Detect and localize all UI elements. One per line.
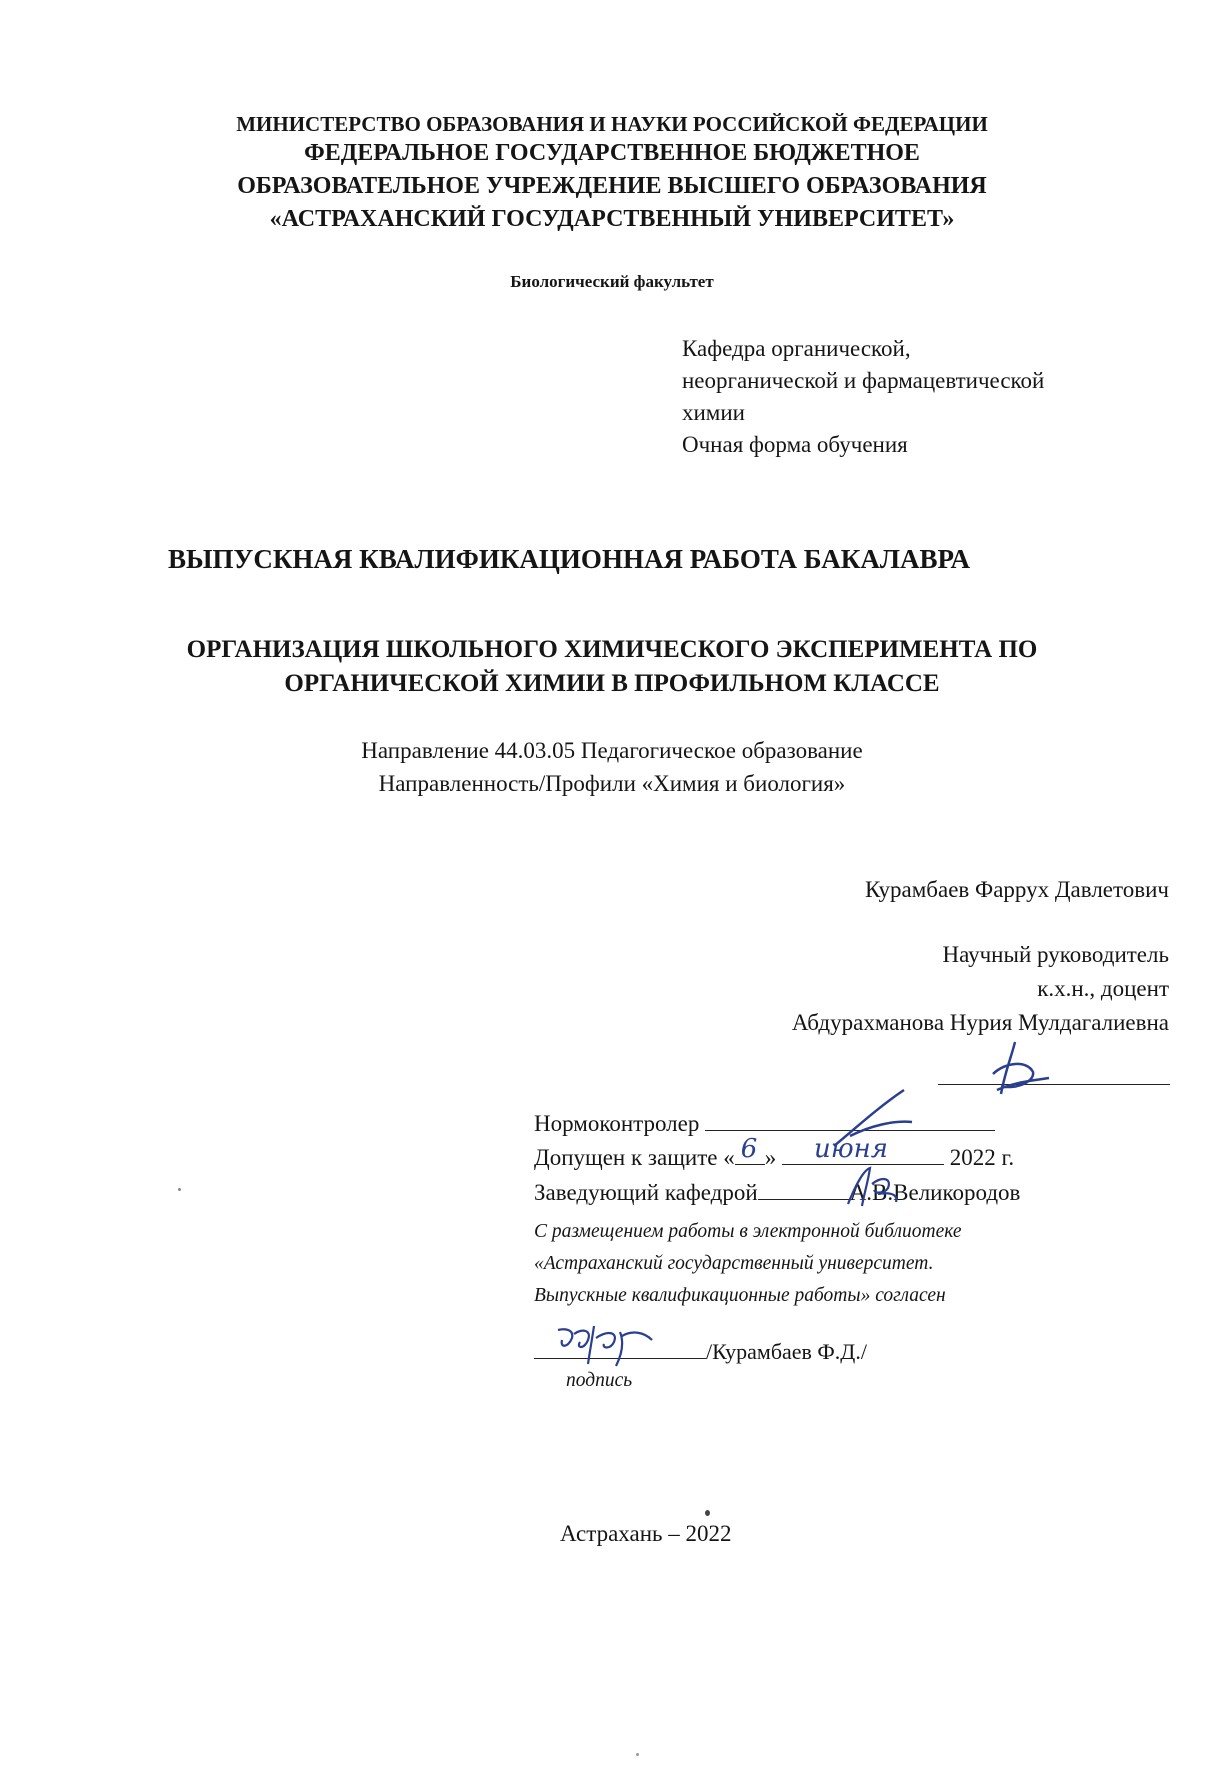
scan-speck bbox=[705, 1510, 710, 1516]
work-title-line-2: ОРГАНИЧЕСКОЙ ХИМИИ В ПРОФИЛЬНОМ КЛАССЕ bbox=[284, 670, 940, 697]
supervisor-degree: к.х.н., доцент bbox=[1037, 976, 1169, 1001]
work-type: ВЫПУСКНАЯ КВАЛИФИКАЦИОННАЯ РАБОТА БАКАЛАВРА bbox=[168, 544, 971, 574]
institution-line-3: «АСТРАХАНСКИЙ ГОСУДАРСТВЕННЫЙ УНИВЕРСИТЕТ» bbox=[269, 206, 955, 232]
consent-block bbox=[534, 1216, 962, 1312]
admitted-close-quote: » bbox=[764, 1145, 777, 1170]
study-form: Очная форма обучения bbox=[682, 432, 908, 457]
admitted-day: 6 bbox=[740, 1134, 758, 1164]
admitted-month-field bbox=[782, 1134, 944, 1165]
normcontrol-label: Нормоконтролер bbox=[534, 1111, 700, 1136]
scan-speck bbox=[178, 1188, 181, 1191]
department-line-3: химии bbox=[682, 400, 745, 425]
direction: Направление 44.03.05 Педагогическое образование bbox=[361, 738, 863, 763]
head-signature bbox=[838, 1164, 908, 1210]
author-signature bbox=[552, 1318, 664, 1370]
admitted-year: 2022 г. bbox=[949, 1145, 1015, 1170]
profile: Направленность/Профили «Химия и биология» bbox=[378, 771, 846, 796]
ministry-line: МИНИСТЕРСТВО ОБРАЗОВАНИЯ И НАУКИ РОССИЙСКОЙ ФЕДЕРАЦИИ bbox=[236, 112, 988, 136]
author-signer: /Курамбаев Ф.Д./ bbox=[706, 1339, 867, 1364]
faculty: Биологический факультет bbox=[510, 272, 714, 291]
head-signature-line bbox=[758, 1175, 850, 1200]
admitted-row bbox=[534, 1134, 1015, 1171]
supervisor-name: Абдурахманова Нурия Мулдагалиевна bbox=[791, 1010, 1169, 1035]
scan-speck bbox=[636, 1753, 639, 1756]
department-block bbox=[682, 333, 1044, 461]
head-name: А.В.Великородов bbox=[849, 1180, 1021, 1205]
signature-caption: подпись bbox=[566, 1370, 633, 1391]
head-row bbox=[534, 1175, 1020, 1206]
admitted-month: июня bbox=[813, 1134, 888, 1164]
department-line-2: неорганической и фармацевтической bbox=[682, 368, 1045, 393]
institution-line-1: ФЕДЕРАЛЬНОЕ ГОСУДАРСТВЕННОЕ БЮДЖЕТНОЕ bbox=[304, 140, 920, 166]
admitted-prefix: Допущен к защите « bbox=[534, 1145, 735, 1170]
city-year: Астрахань – 2022 bbox=[560, 1521, 732, 1546]
consent-line-1: С размещением работы в электронной библиотеке bbox=[534, 1221, 962, 1242]
consent-line-2: «Астраханский государственный университет. bbox=[534, 1253, 934, 1274]
consent-line-3: Выпускные квалификационные работы» согласен bbox=[534, 1285, 946, 1306]
department-line-1: Кафедра органической, bbox=[682, 336, 911, 361]
supervisor-label: Научный руководитель bbox=[942, 942, 1169, 967]
work-title-line-1: ОРГАНИЗАЦИЯ ШКОЛЬНОГО ХИМИЧЕСКОГО ЭКСПЕРИМЕНТА ПО bbox=[186, 636, 1038, 663]
supervisor-signature bbox=[975, 1038, 1055, 1100]
admitted-day-field bbox=[735, 1134, 765, 1165]
author-name: Курамбаев Фаррух Давлетович bbox=[864, 877, 1169, 902]
head-label: Заведующий кафедрой bbox=[534, 1180, 758, 1205]
institution-line-2: ОБРАЗОВАТЕЛЬНОЕ УЧРЕЖДЕНИЕ ВЫСШЕГО ОБРАЗОВАНИЯ bbox=[237, 173, 987, 199]
normcontrol-row bbox=[534, 1106, 995, 1137]
